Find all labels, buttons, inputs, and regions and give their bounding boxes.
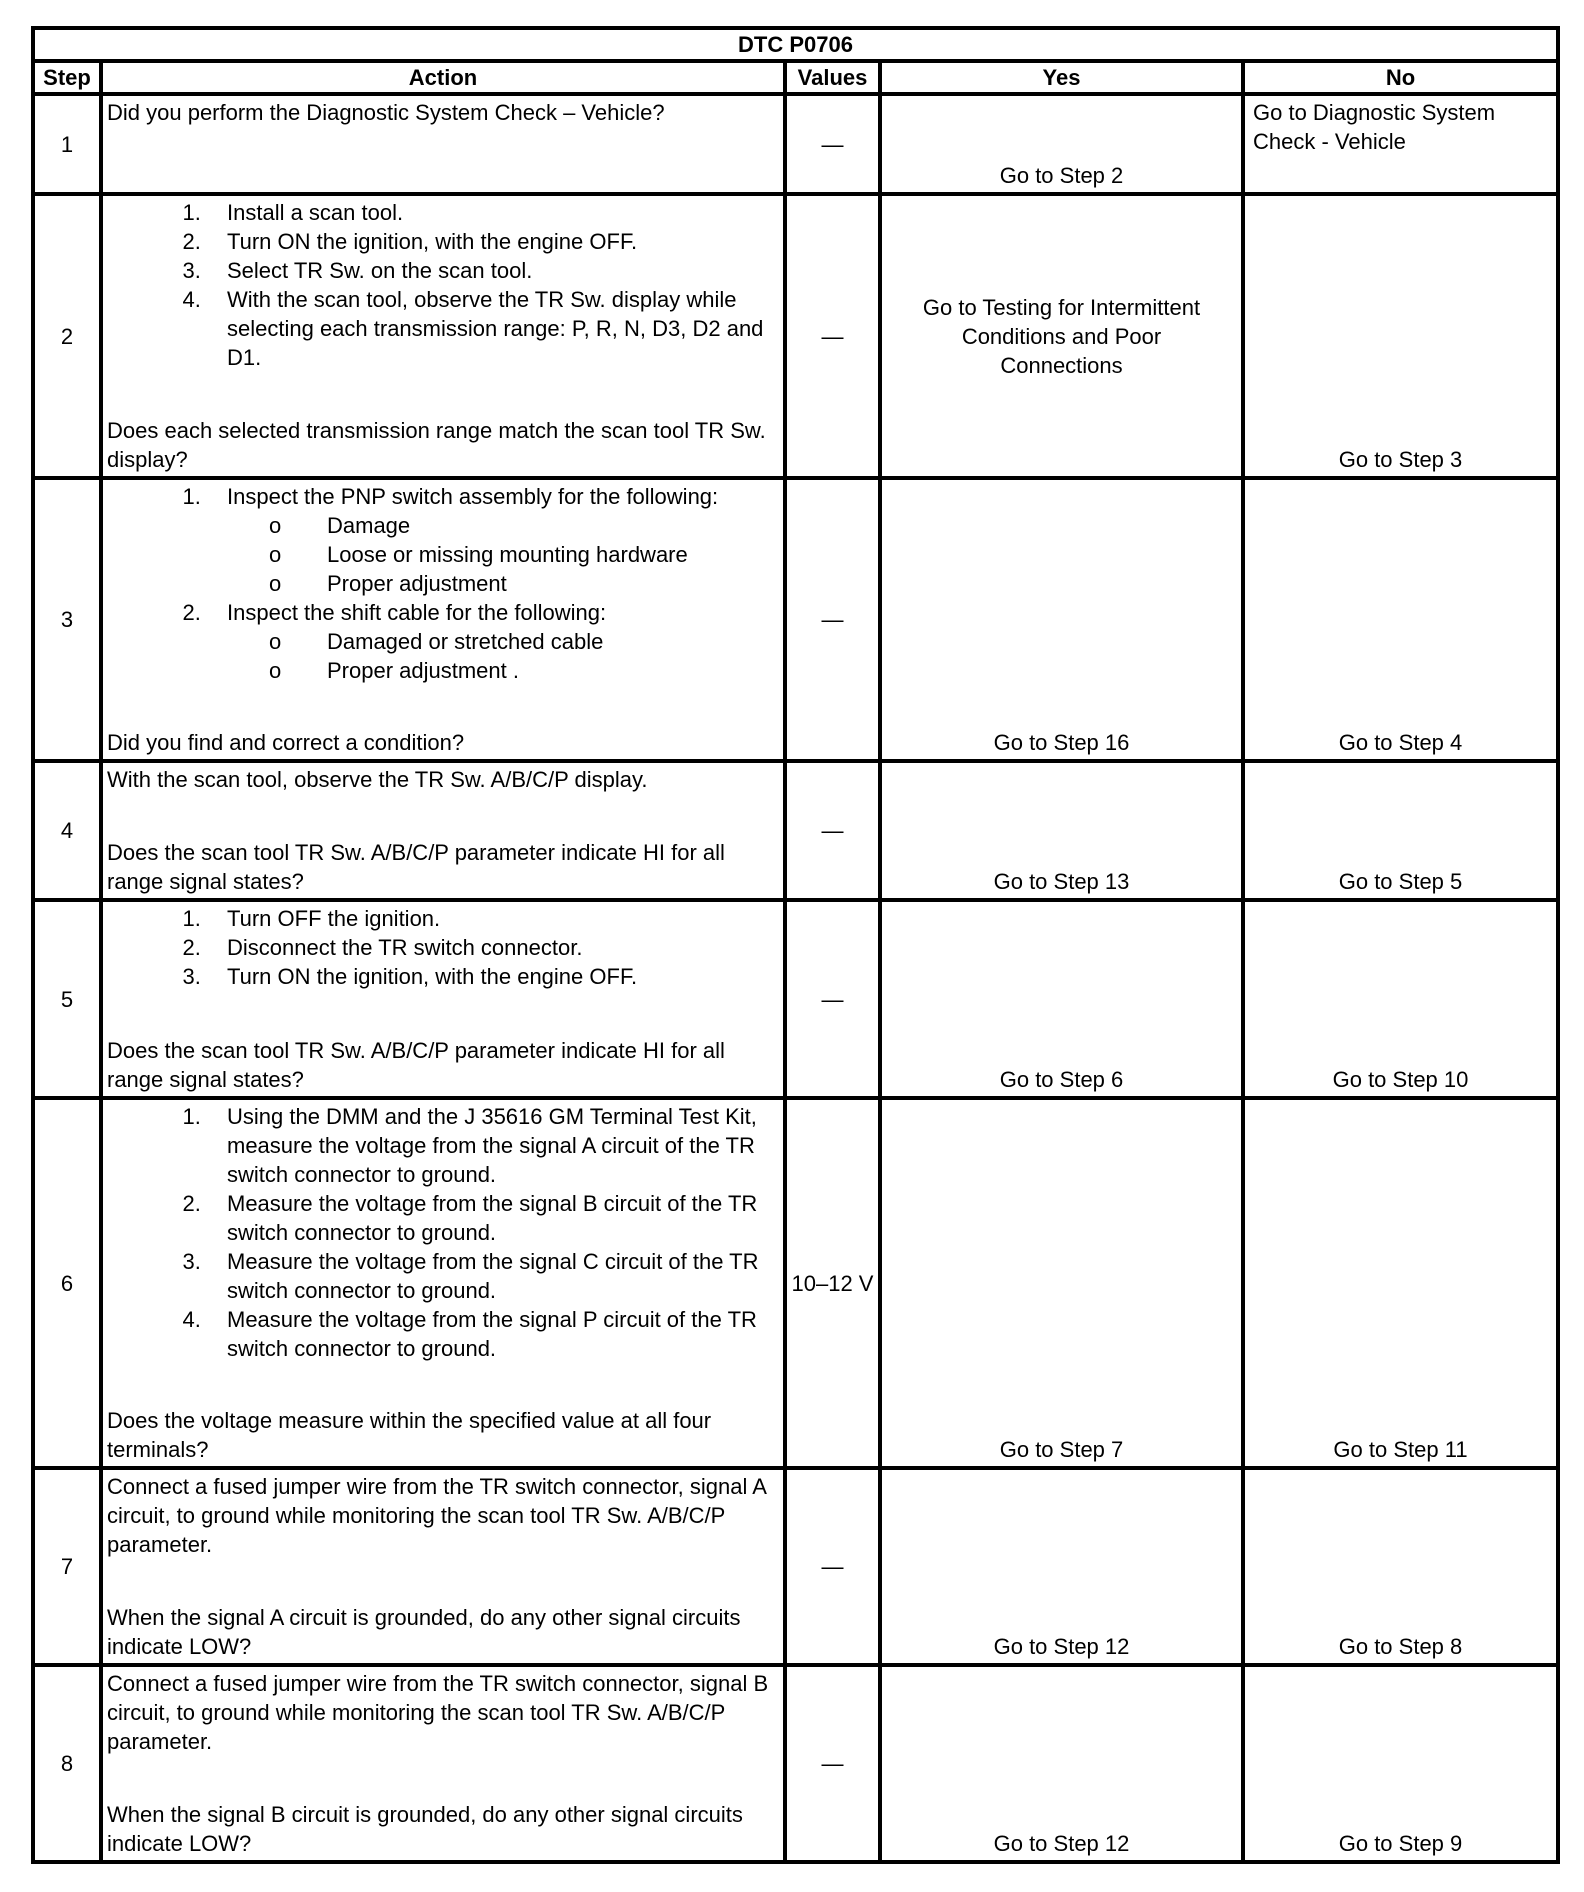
action-text: With the scan tool, observe the TR Sw. A/B/C/P display. [107,767,648,792]
value-cell: — [785,194,880,478]
action-question: Did you perform the Diagnostic System Check – Vehicle? [107,100,665,125]
action-steps [107,198,779,372]
table-row [33,94,1558,194]
table-row [33,478,1558,761]
table-title: DTC P0706 [33,28,1558,61]
dtc-table [31,26,1560,1864]
header-no: No [1243,61,1558,94]
step-number: 3 [33,478,101,761]
action-text: Connect a fused jumper wire from the TR switch connector, signal B circuit, to ground while monitoring the scan tool TR Sw. A/B/C/P parameter. [107,1671,769,1754]
yes-link[interactable]: Go to Step 16 [993,730,1130,755]
value-cell: — [785,94,880,194]
header-yes: Yes [880,61,1243,94]
action-text: Connect a fused jumper wire from the TR switch connector, signal A circuit, to ground while monitoring the scan tool TR Sw. A/B/C/P parameter. [107,1474,766,1557]
table-row [33,900,1558,1098]
step-number: 4 [33,761,101,900]
action-steps [107,482,779,685]
sub-item: o Loose or missing mounting hardware [307,540,779,569]
no-link[interactable]: Go to Step 8 [1338,1634,1463,1659]
sub-item: o Proper adjustment [307,569,779,598]
action-steps [107,1102,779,1363]
no-link[interactable]: Go to Step 3 [1338,447,1463,472]
action-item: 3. Select TR Sw. on the scan tool. [207,256,779,285]
sub-item: o Damaged or stretched cable [307,627,779,656]
action-item: 2. Disconnect the TR switch connector. [207,933,779,962]
step-number: 5 [33,900,101,1098]
action-item: 1. Inspect the PNP switch assembly for the following: o Damage o Loose or missing mounting hardware o Proper adjustment [207,482,779,598]
value-cell: — [785,1468,880,1665]
step-number: 8 [33,1665,101,1862]
table-row [33,1468,1558,1665]
yes-link[interactable]: Go to Testing for Intermittent Conditions and Poor Connections [922,294,1201,378]
no-link[interactable]: Go to Step 4 [1338,730,1463,755]
action-item: 2. Inspect the shift cable for the following: o Damaged or stretched cable o Proper adjustment . [207,598,779,685]
value-cell: 10–12 V [785,1098,880,1468]
action-question: When the signal A circuit is grounded, do any other signal circuits indicate LOW? [107,1605,741,1659]
action-question: Does the scan tool TR Sw. A/B/C/P parameter indicate HI for all range signal states? [107,840,725,894]
yes-link[interactable]: Go to Step 12 [993,1634,1130,1659]
action-item: 1. Install a scan tool. [207,198,779,227]
action-item: 2. Measure the voltage from the signal B circuit of the TR switch connector to ground. [207,1189,779,1247]
table-row [33,1665,1558,1862]
value-cell: — [785,761,880,900]
action-item: 2. Turn ON the ignition, with the engine OFF. [207,227,779,256]
yes-link[interactable]: Go to Step 12 [993,1831,1130,1856]
table-row [33,194,1558,478]
step-number: 2 [33,194,101,478]
yes-link[interactable]: Go to Step 7 [999,1437,1124,1462]
action-item: 3. Measure the voltage from the signal C circuit of the TR switch connector to ground. [207,1247,779,1305]
yes-link[interactable]: Go to Step 6 [999,1067,1124,1092]
yes-link[interactable]: Go to Step 2 [999,163,1124,188]
table-row [33,1098,1558,1468]
no-link[interactable]: Go to Step 10 [1332,1067,1469,1092]
header-values: Values [785,61,880,94]
no-link[interactable]: Go to Step 9 [1338,1831,1463,1856]
step-number: 1 [33,94,101,194]
action-question: Does the scan tool TR Sw. A/B/C/P parameter indicate HI for all range signal states? [107,1038,725,1092]
sub-item: o Damage [307,511,779,540]
action-question: When the signal B circuit is grounded, do any other signal circuits indicate LOW? [107,1802,743,1856]
table-row [33,761,1558,900]
value-cell: — [785,1665,880,1862]
action-item: 4. Measure the voltage from the signal P circuit of the TR switch connector to ground. [207,1305,779,1363]
value-cell: — [785,478,880,761]
action-item: 4. With the scan tool, observe the TR Sw. display while selecting each transmission range: P, R, N, D3, D2 and D1. [207,285,779,372]
action-question: Did you find and correct a condition? [107,730,465,755]
no-link[interactable]: Go to Step 11 [1333,1437,1468,1462]
header-step: Step [33,61,101,94]
no-link[interactable]: Go to Step 5 [1338,869,1463,894]
sub-item: o Proper adjustment . [307,656,779,685]
action-item: 1. Using the DMM and the J 35616 GM Terminal Test Kit, measure the voltage from the signal A circuit of the TR switch connector to ground. [207,1102,779,1189]
step-number: 7 [33,1468,101,1665]
action-steps [107,904,779,991]
header-action: Action [101,61,785,94]
action-item: 3. Turn ON the ignition, with the engine OFF. [207,962,779,991]
action-item: 1. Turn OFF the ignition. [207,904,779,933]
step-number: 6 [33,1098,101,1468]
no-link[interactable]: Go to Diagnostic System Check - Vehicle [1253,100,1496,154]
action-question: Does each selected transmission range match the scan tool TR Sw. display? [107,418,766,472]
value-cell: — [785,900,880,1098]
action-question: Does the voltage measure within the specified value at all four terminals? [107,1408,712,1462]
yes-link[interactable]: Go to Step 13 [993,869,1130,894]
